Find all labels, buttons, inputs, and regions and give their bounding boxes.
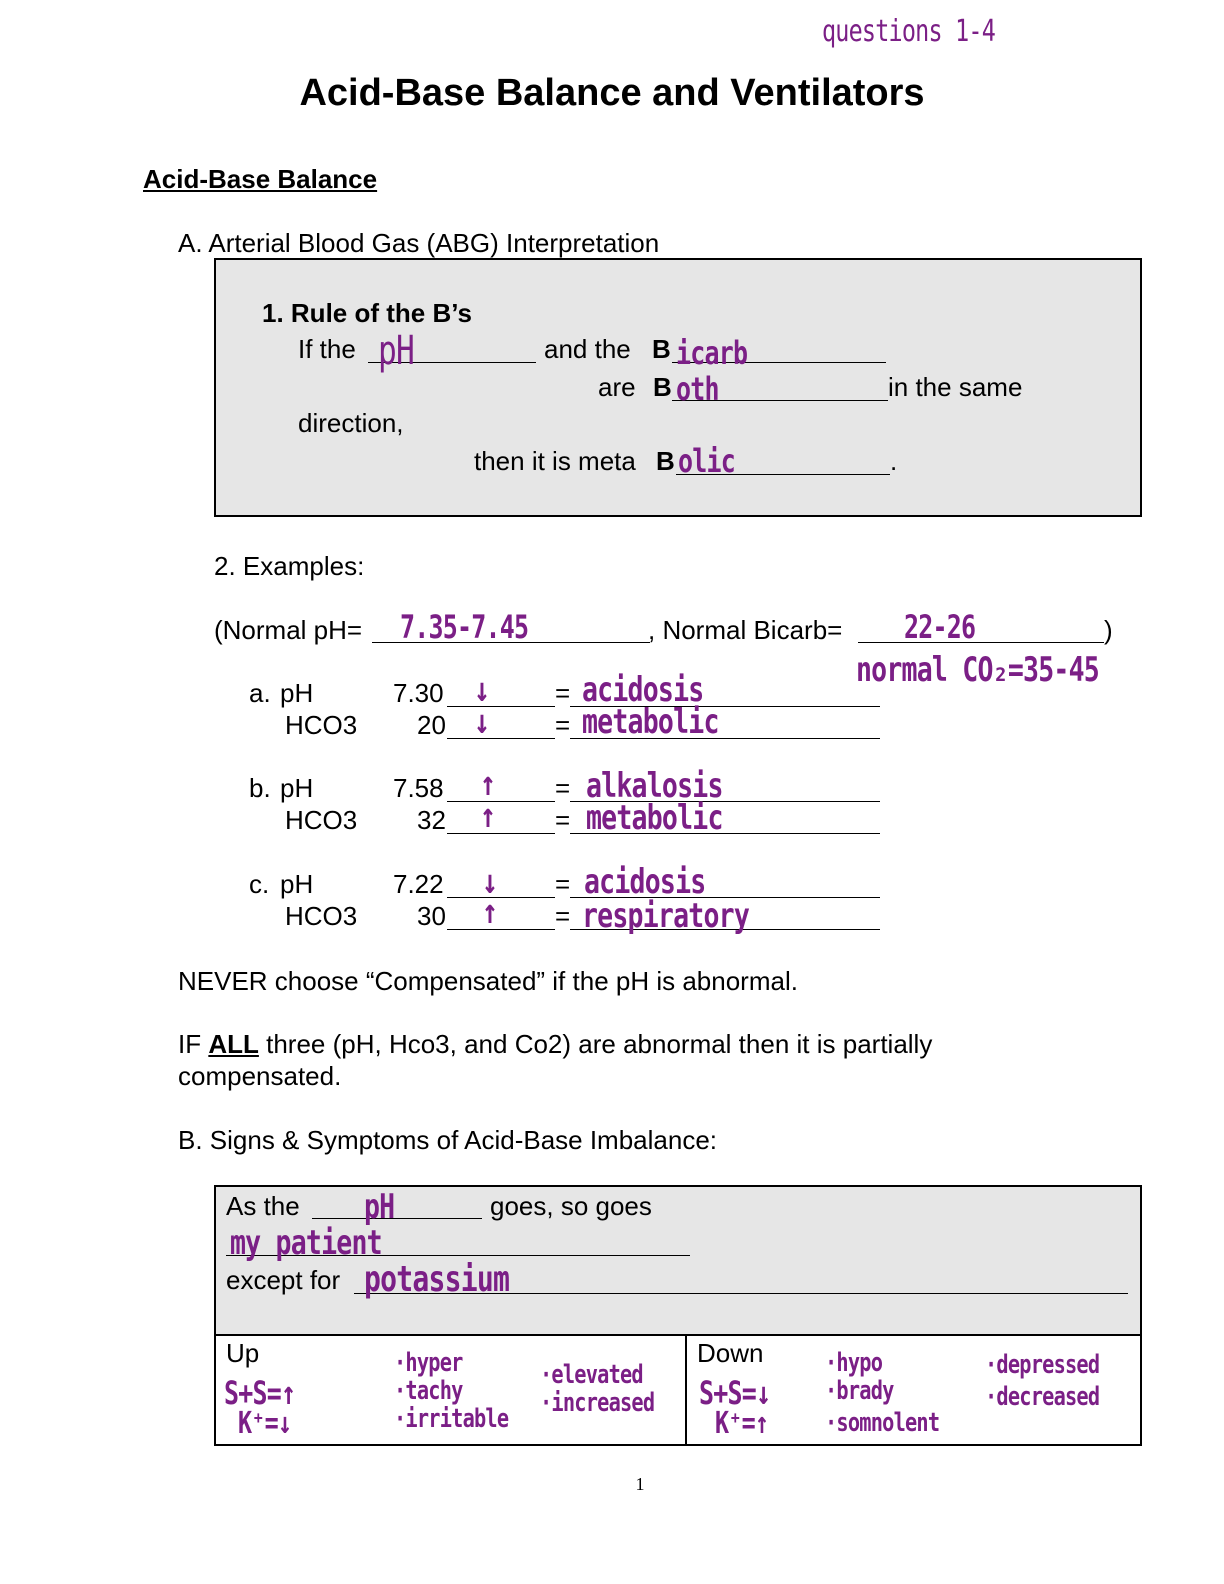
rule-line4-prefix: then it is meta	[474, 446, 636, 476]
letter-b-1: B	[652, 334, 671, 364]
answer-olic: olic	[678, 442, 735, 480]
answer-normal-bicarb: 22-26	[904, 608, 976, 646]
goes-so-goes: goes, so goes	[490, 1191, 652, 1221]
down-list2-item: ·depressed	[985, 1350, 1100, 1380]
except-for-label: except for	[226, 1265, 341, 1295]
example-label: b.	[249, 773, 271, 803]
blank-arrow	[447, 929, 555, 930]
answer-ph-b: pH	[364, 1187, 395, 1227]
equals: =	[555, 710, 571, 740]
equals: =	[555, 678, 571, 708]
example-label: c.	[249, 869, 270, 899]
letter-b-3: B	[656, 446, 675, 476]
equals: =	[555, 773, 571, 803]
signs-symptoms-box	[214, 1185, 1142, 1336]
up-cell	[214, 1334, 687, 1446]
ph-arrow: ↑	[480, 764, 496, 804]
up-list2-item: ·elevated	[540, 1360, 643, 1390]
hco3-answer: metabolic	[586, 798, 723, 838]
note-prefix: IF	[178, 1029, 209, 1059]
rule-line2-prefix: are	[598, 372, 636, 402]
note-never-compensated: NEVER choose “Compensated” if the pH is abnormal.	[178, 966, 798, 996]
blank-arrow	[447, 738, 555, 739]
equals: =	[555, 805, 571, 835]
answer-normal-ph: 7.35-7.45	[400, 608, 529, 646]
normal-ph-label: (Normal pH=	[214, 615, 363, 645]
up-list1-item: ·hyper	[394, 1348, 463, 1378]
equals: =	[555, 869, 571, 899]
down-ss: S+S=↓	[699, 1374, 771, 1412]
ph-text: pH	[280, 773, 314, 803]
as-the-label: As the	[226, 1191, 300, 1221]
page-number: 1	[635, 1474, 645, 1494]
down-list1-item: ·hypo	[825, 1348, 883, 1378]
page-title: Acid-Base Balance and Ventilators	[299, 72, 925, 114]
rule-period: .	[890, 446, 898, 476]
down-list1-item: ·somnolent	[825, 1408, 940, 1438]
up-k: K⁺=↓	[238, 1406, 292, 1441]
blank-arrow	[447, 706, 555, 707]
equals: =	[555, 901, 571, 931]
hco3-arrow: ↓	[474, 702, 490, 742]
example-label: a.	[249, 678, 271, 708]
ph-arrow: ↓	[482, 862, 498, 902]
ph-value: 7.58	[393, 773, 444, 803]
note-bold-all: ALL	[208, 1029, 259, 1059]
hco3-answer: metabolic	[582, 702, 719, 742]
down-k: K⁺=↑	[715, 1406, 769, 1441]
section-heading: Acid-Base Balance	[143, 164, 378, 194]
ph-value: 7.22	[393, 869, 444, 899]
note-all-line2: compensated.	[178, 1061, 342, 1091]
examples-heading: 2. Examples:	[214, 551, 365, 581]
hco3-answer: respiratory	[582, 896, 750, 936]
down-cell	[685, 1334, 1142, 1446]
blank-as-the	[312, 1218, 482, 1219]
answer-potassium: potassium	[364, 1259, 510, 1300]
note-rest: three (pH, Hco3, and Co2) are abnormal then it is partially	[258, 1029, 933, 1059]
hco3-text: HCO3	[285, 901, 358, 931]
part-b-heading: B. Signs & Symptoms of Acid-Base Imbalance:	[178, 1125, 718, 1155]
down-list2-item: ·decreased	[985, 1382, 1100, 1412]
hco3-value: 30	[417, 901, 446, 931]
rule-line1-mid: and the	[544, 334, 631, 364]
up-list1-item: ·irritable	[394, 1404, 509, 1434]
ph-answer: alkalosis	[586, 766, 723, 806]
hco3-arrow: ↑	[480, 796, 496, 836]
part-a-heading: A. Arterial Blood Gas (ABG) Interpretation	[178, 228, 660, 258]
down-label: Down	[697, 1338, 764, 1368]
normal-bicarb-label: , Normal Bicarb=	[648, 615, 843, 645]
answer-bicarb: icarb	[676, 334, 748, 372]
ph-answer: acidosis	[582, 670, 704, 710]
blank-arrow	[447, 801, 555, 802]
answer-both: oth	[676, 370, 719, 408]
up-label: Up	[226, 1338, 260, 1368]
hco3-value: 20	[417, 710, 446, 740]
normal-co2-note: normal CO₂=35-45	[856, 650, 1099, 690]
ph-arrow: ↓	[474, 670, 490, 710]
up-ss: S+S=↑	[224, 1374, 296, 1412]
up-list1-item: ·tachy	[394, 1376, 463, 1406]
hco3-text: HCO3	[285, 710, 358, 740]
ph-text: pH	[280, 869, 314, 899]
close-paren: )	[1104, 615, 1113, 645]
ph-text: pH	[280, 678, 314, 708]
blank-arrow	[447, 897, 555, 898]
rule-line3: direction,	[298, 408, 404, 438]
rule-of-bs-box	[214, 258, 1142, 517]
blank-arrow	[447, 833, 555, 834]
answer-my-patient: my patient	[230, 1223, 382, 1263]
rule-line1-prefix: If the	[298, 334, 356, 364]
ph-value: 7.30	[393, 678, 444, 708]
hco3-text: HCO3	[285, 805, 358, 835]
hco3-value: 32	[417, 805, 446, 835]
handwritten-questions-note: questions 1-4	[822, 14, 996, 49]
up-list2-item: ·increased	[540, 1388, 655, 1418]
note-all-abnormal	[178, 1029, 932, 1060]
blank-normal-bicarb	[858, 642, 1104, 643]
letter-b-2: B	[653, 372, 672, 402]
rule-title: 1. Rule of the B’s	[262, 298, 472, 328]
ph-answer: acidosis	[584, 862, 706, 902]
answer-ph: pH	[378, 328, 415, 374]
down-list1-item: ·brady	[825, 1376, 894, 1406]
hco3-arrow: ↑	[482, 892, 498, 932]
rule-line2-suffix: in the same	[888, 372, 1023, 402]
